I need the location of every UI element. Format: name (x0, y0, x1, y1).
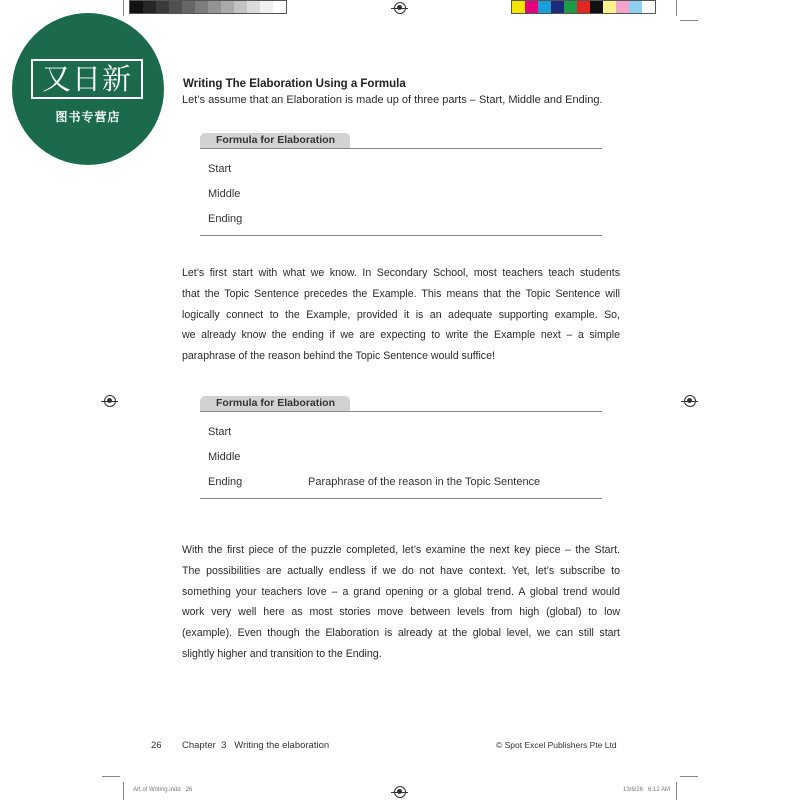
divider (200, 148, 602, 149)
slug-file: Art of Writing.indd 26 (133, 787, 193, 793)
gray-swatch (169, 1, 182, 13)
formula-title: Formula for Elaboration (200, 133, 350, 148)
crop-mark (102, 776, 120, 777)
chapter-label: Chapter 3 Writing the elaboration (182, 740, 330, 751)
row-label-start: Start (208, 426, 232, 438)
color-swatch (538, 1, 551, 13)
crop-mark (676, 0, 677, 16)
formula-title: Formula for Elaboration (200, 396, 350, 411)
color-swatch (629, 1, 642, 13)
intro-text: Let’s assume that an Elaboration is made up of three parts – Start, Middle and Ending. (182, 94, 603, 106)
row-label-ending: Ending (208, 213, 243, 225)
color-swatch (564, 1, 577, 13)
crop-mark (123, 782, 124, 800)
paragraph-line: With the first piece of the puzzle completed, let’s examine the next key piece – the Start. (182, 544, 620, 556)
slug-timestamp: 13/6/26 6:12 AM (623, 787, 671, 793)
paragraph-line: work very well here as most stories move between levels from high (global) to low (182, 606, 620, 619)
gray-swatch (273, 1, 286, 13)
gray-swatch (260, 1, 273, 13)
paragraph-line: that the Topic Sentence precedes the Example. This means that the Topic Sentence will (182, 287, 620, 300)
gray-swatch (247, 1, 260, 13)
paragraph-line: slightly higher and transition to the Ending. (182, 647, 382, 660)
paragraph-line: (example). Even though the Elaboration is already at the global level, we can still start (182, 627, 620, 640)
gray-swatch (130, 1, 143, 13)
paragraph-line: The possibilities are actually endless if we do not have context. Yet, let’s subscribe to (182, 564, 620, 577)
store-logo (12, 13, 164, 165)
registration-mark-top (394, 2, 406, 14)
formula-table-2 (200, 396, 602, 501)
paragraph-line: paraphrase of the reason behind the Topic Sentence would suffice! (182, 350, 495, 363)
color-swatch-bar (511, 0, 656, 14)
page-number: 26 (151, 740, 162, 751)
logo-main-text: 又日新 (31, 59, 143, 99)
row-label-start: Start (208, 163, 232, 175)
row-label-ending: Ending (208, 476, 243, 488)
paragraph-2 (182, 540, 620, 665)
color-swatch (577, 1, 590, 13)
divider (200, 235, 602, 236)
gray-swatch (221, 1, 234, 13)
gray-swatch (143, 1, 156, 13)
row-label-middle: Middle (208, 188, 241, 200)
paragraph-1 (182, 263, 620, 367)
paragraph-line: logically connect to the Example, provided it is an adequate supporting example. So, (182, 308, 620, 321)
gray-swatch (195, 1, 208, 13)
gray-swatch-bar (129, 0, 287, 14)
paragraph-line: something your teachers love – a grand opening or a global trend. A global trend would (182, 585, 620, 598)
divider (200, 498, 602, 499)
gray-swatch (208, 1, 221, 13)
row-value-ending: Paraphrase of the reason in the Topic Sentence (308, 476, 541, 488)
color-swatch (642, 1, 655, 13)
paragraph-line: we already know the ending if we are expecting to write the Example next – a simple (182, 329, 620, 342)
color-swatch (525, 1, 538, 13)
publisher-credit: © Spot Excel Publishers Pte Ltd (496, 740, 617, 750)
row-label-middle: Middle (208, 451, 241, 463)
gray-swatch (234, 1, 247, 13)
color-swatch (603, 1, 616, 13)
paragraph-line: Let’s first start with what we know. In Secondary School, most teachers teach students (182, 267, 620, 279)
color-swatch (512, 1, 525, 13)
crop-mark (680, 776, 698, 777)
color-swatch (616, 1, 629, 13)
registration-mark-bottom (394, 786, 406, 798)
logo-sub-text: 图书专营店 (55, 110, 121, 124)
formula-table-1 (200, 133, 602, 238)
color-swatch (590, 1, 603, 13)
crop-mark (680, 20, 698, 21)
gray-swatch (182, 1, 195, 13)
registration-mark-right (684, 395, 696, 407)
section-heading: Writing The Elaboration Using a Formula (183, 78, 406, 90)
color-swatch (551, 1, 564, 13)
divider (200, 411, 602, 412)
registration-mark-left (104, 395, 116, 407)
crop-mark (676, 782, 677, 800)
gray-swatch (156, 1, 169, 13)
crop-mark (123, 0, 124, 16)
